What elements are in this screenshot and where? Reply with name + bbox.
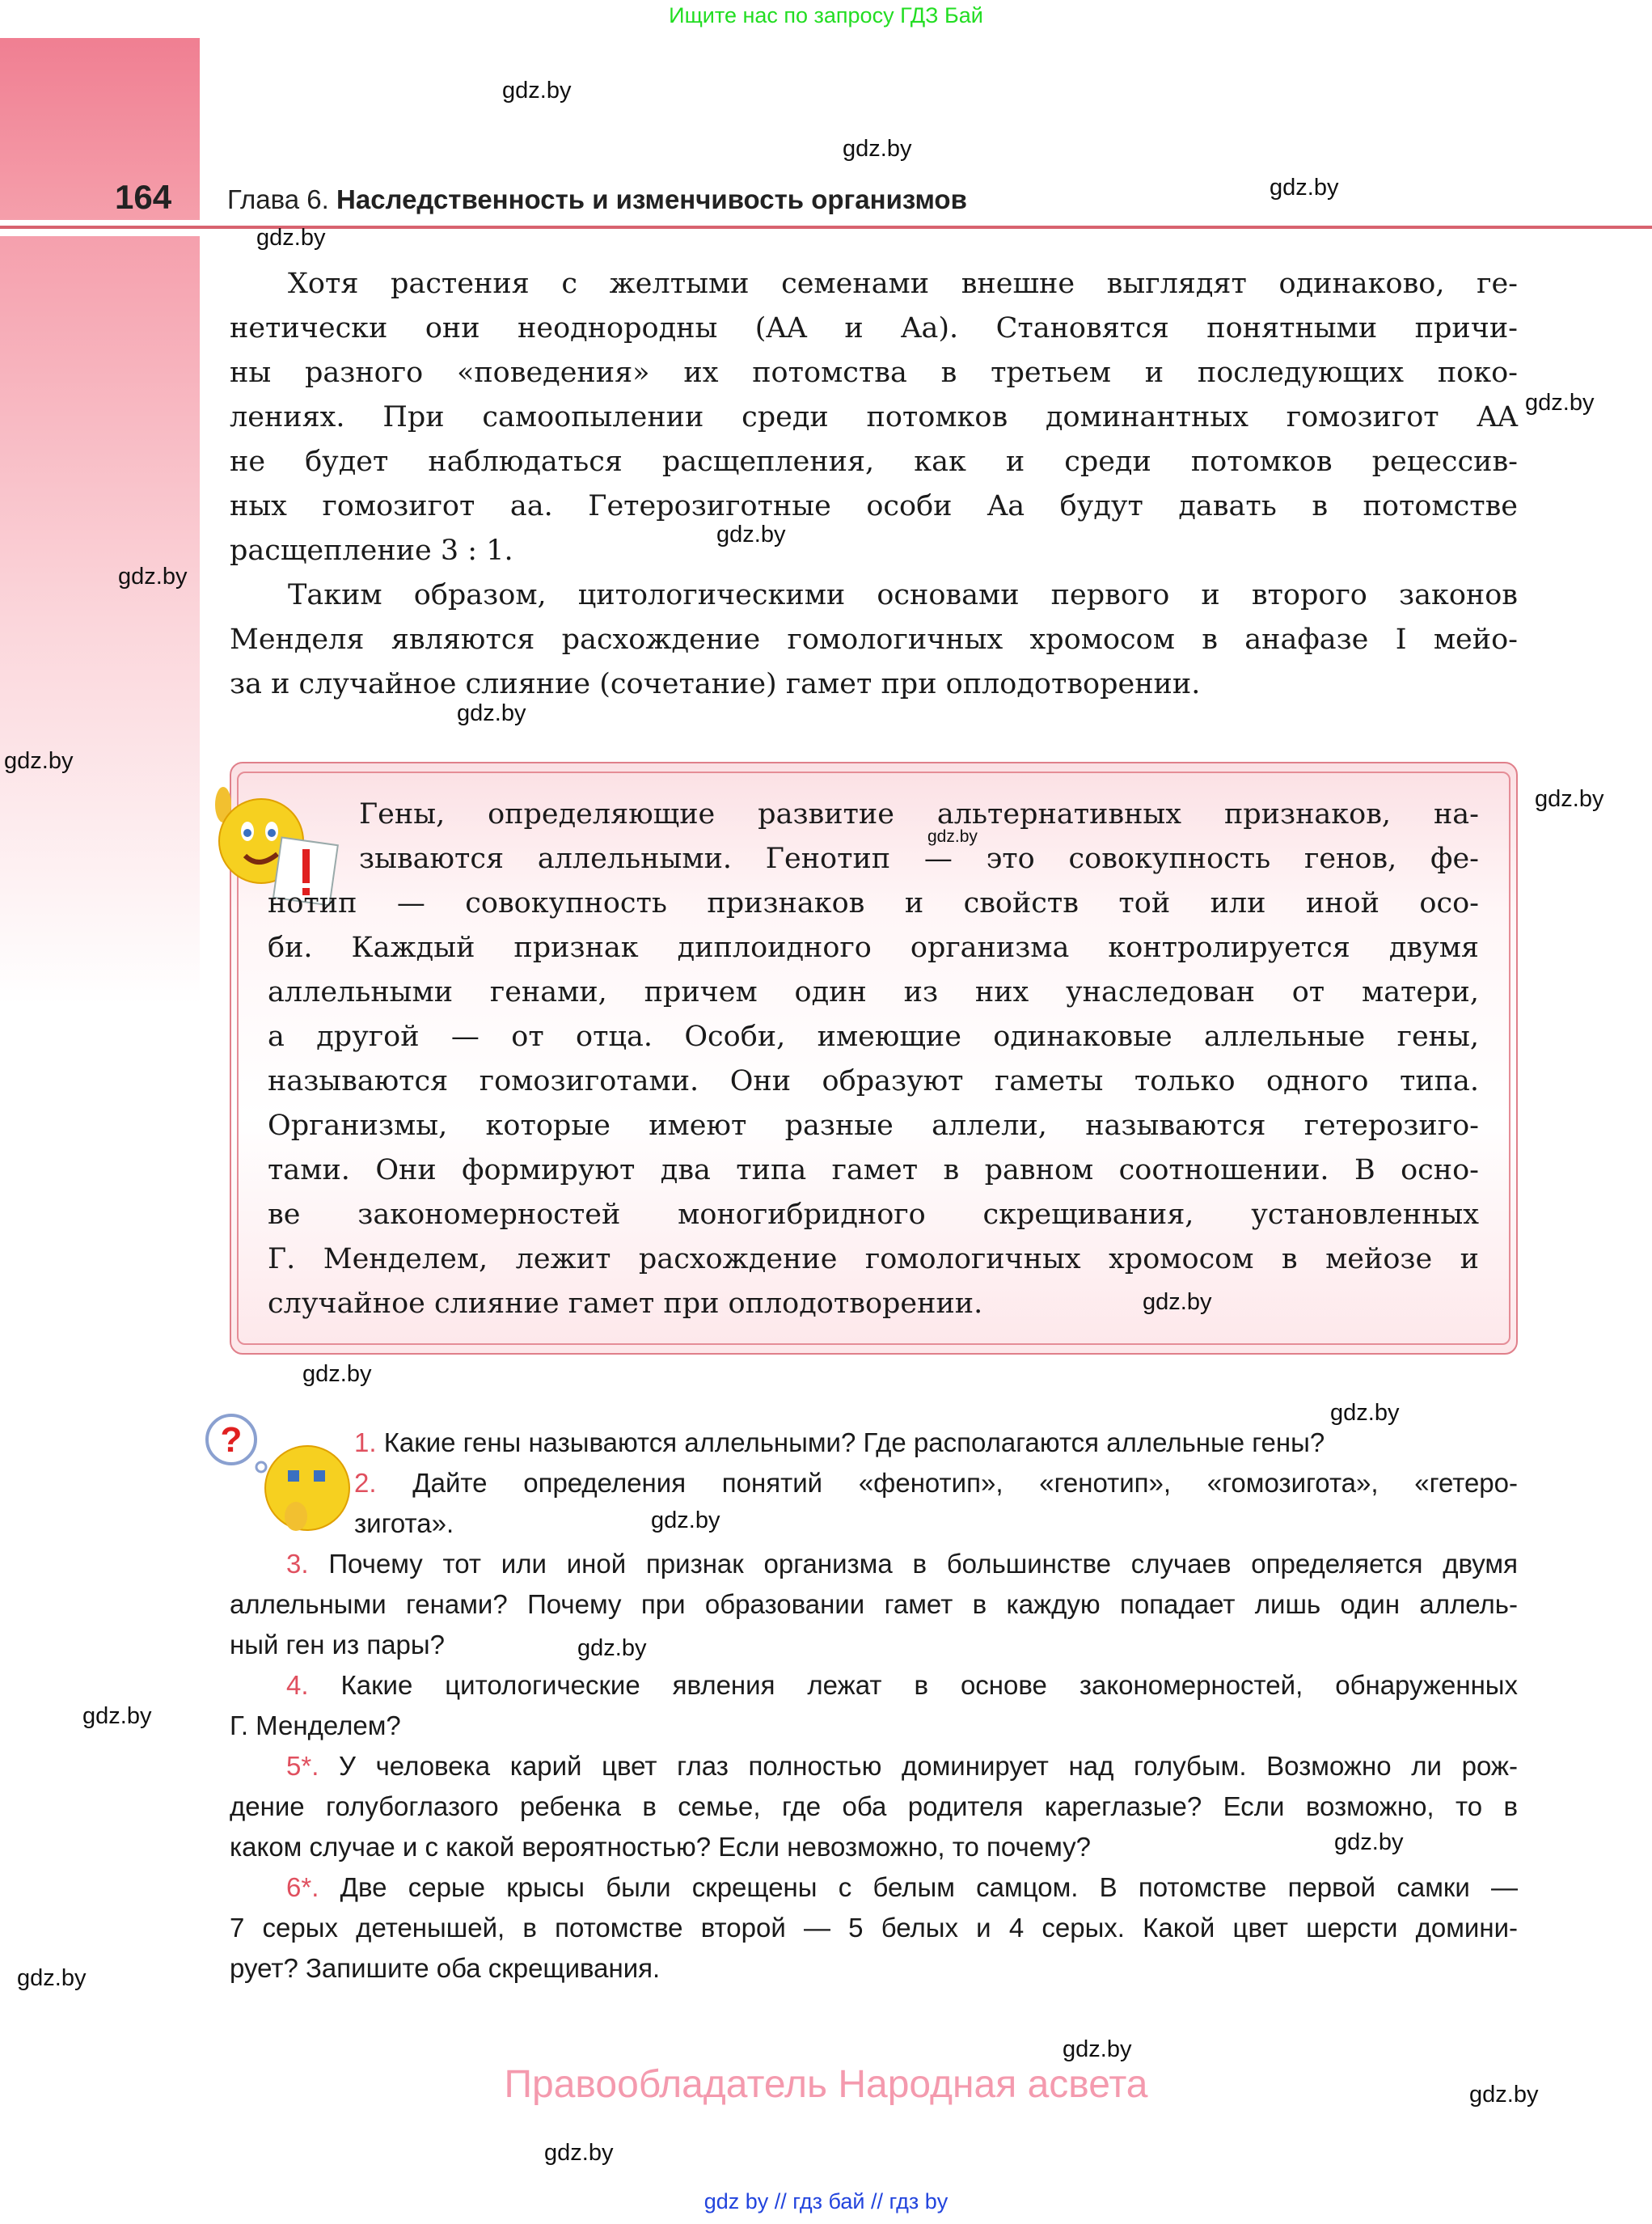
rule-box-line: аллельными генами, причем один из них унаследован от матери, bbox=[268, 976, 1479, 1008]
chapter-title bbox=[227, 184, 967, 215]
page-number: 164 bbox=[115, 178, 172, 216]
question-text: Дайте определения понятий «фенотип», «генотип», «гомозигота», «гетеро- bbox=[412, 1468, 1518, 1498]
question-text: Какие цитологические явления лежат в основе закономерностей, обнаруженных bbox=[340, 1670, 1519, 1700]
question-number: 4. bbox=[286, 1670, 309, 1700]
rule-box-line: Гены, определяющие развитие альтернативных признаков, на- bbox=[359, 798, 1479, 831]
body-line: Хотя растения с желтыми семенами внешне выглядят одинаково, ге- bbox=[288, 268, 1518, 300]
question-text: 7 серых детенышей, в потомстве второй — 5 белых и 4 серых. Какой цвет шерсти домини- bbox=[230, 1913, 1518, 1943]
watermark-text: gdz.by bbox=[1334, 1829, 1404, 1855]
watermark-text: gdz.by bbox=[1143, 1289, 1212, 1315]
question-text: У человека карий цвет глаз полностью доминирует над голубым. Возможно ли рож- bbox=[339, 1751, 1518, 1781]
body-line: нетически они неоднородны (AA и Aa). Становятся понятными причи- bbox=[230, 312, 1518, 345]
question-line bbox=[230, 1867, 1518, 1908]
question-line bbox=[230, 1625, 1518, 1665]
rule-box-line: зываются аллельными. Генотип — это совокупность генов, фе- bbox=[359, 843, 1479, 875]
body-line: Таким образом, цитологическими основами первого и второго законов bbox=[288, 579, 1518, 611]
question-line bbox=[230, 1706, 1518, 1746]
question-text: Две серые крысы были скрещены с белым самцом. В потомстве первой самки — bbox=[340, 1872, 1518, 1902]
question-text: Какие гены называются аллельными? Где располагаются аллельные гены? bbox=[383, 1427, 1325, 1457]
question-line bbox=[230, 1584, 1518, 1625]
rule-box-line: Г. Менделем, лежит расхождение гомологичных хромосом в мейозе и bbox=[268, 1243, 1479, 1275]
watermark-text: gdz.by bbox=[4, 748, 74, 774]
question-text: Почему тот или иной признак организма в большинстве случаев определяется двумя bbox=[328, 1549, 1518, 1579]
question-line bbox=[230, 1665, 1518, 1706]
header-divider bbox=[0, 226, 1652, 229]
question-number: 2. bbox=[354, 1468, 377, 1498]
body-line: расщепление 3 : 1. bbox=[230, 535, 513, 567]
rule-box-line: Организмы, которые имеют разные аллели, называются гетерозиго- bbox=[268, 1110, 1479, 1142]
rule-box-line: би. Каждый признак диплоидного организма контролируется двумя bbox=[268, 932, 1479, 964]
watermark-text: gdz.by bbox=[82, 1703, 152, 1729]
watermark-text: gdz.by bbox=[1525, 390, 1595, 416]
question-line bbox=[230, 1544, 1518, 1584]
question-line bbox=[230, 1423, 1518, 1463]
question-number: 5*. bbox=[286, 1751, 319, 1781]
question-number: 1. bbox=[354, 1427, 377, 1457]
question-number: 6*. bbox=[286, 1872, 319, 1902]
copyright-holder: Правообладатель Народная асвета bbox=[504, 2063, 1148, 2106]
body-line: Менделя являются расхождение гомологичных хромосом в анафазе I мейо- bbox=[230, 624, 1518, 656]
question-text: рует? Запишите оба скрещивания. bbox=[230, 1953, 661, 1983]
rule-box-line: ве закономерностей моногибридного скрещивания, установленных bbox=[268, 1199, 1479, 1231]
watermark-text: gdz.by bbox=[716, 522, 786, 548]
question-text: зигота». bbox=[354, 1508, 454, 1538]
question-text: каком случае и с какой вероятностью? Если невозможно, то почему? bbox=[230, 1832, 1091, 1862]
watermark-text: gdz.by bbox=[843, 136, 912, 162]
watermark-text: gdz.by bbox=[1535, 786, 1604, 812]
question-line bbox=[230, 1746, 1518, 1786]
rule-box-line: случайное слияние гамет при оплодотворении. bbox=[268, 1287, 983, 1320]
watermark-text: gdz.by bbox=[927, 827, 978, 846]
watermark-text: gdz.by bbox=[118, 564, 188, 590]
watermark-text: gdz.by bbox=[457, 700, 526, 726]
rule-box-line: а другой — от отца. Особи, имеющие одинаковые аллельные гены, bbox=[268, 1021, 1479, 1053]
question-text: Г. Менделем? bbox=[230, 1710, 401, 1740]
watermark-text: gdz.by bbox=[1270, 175, 1339, 201]
watermark-text: gdz.by bbox=[17, 1965, 87, 1991]
body-text bbox=[230, 262, 1518, 707]
question-text: аллельными генами? Почему при образовании гамет в каждую попадает лишь один аллель- bbox=[230, 1589, 1518, 1619]
footer-links[interactable]: gdz by // гдз бай // гдз by bbox=[703, 2189, 949, 2213]
question-line bbox=[230, 1948, 1518, 1989]
question-line bbox=[230, 1908, 1518, 1948]
question-line bbox=[230, 1463, 1518, 1503]
rule-box-line: тами. Они формируют два типа гамет в равном соотношении. В осно- bbox=[268, 1154, 1479, 1186]
body-line: не будет наблюдаться расщепления, как и среди потомков рецессив- bbox=[230, 446, 1518, 478]
rule-box-line: называются гомозиготами. Они образуют гаметы только одного типа. bbox=[268, 1065, 1479, 1097]
watermark-text: gdz.by bbox=[577, 1635, 647, 1661]
watermark-text: gdz.by bbox=[502, 78, 572, 104]
question-number: 3. bbox=[286, 1549, 309, 1579]
body-line: ны разного «поведения» их потомства в третьем и последующих поко- bbox=[230, 357, 1518, 389]
watermark-text: gdz.by bbox=[256, 225, 326, 251]
watermark-text: gdz.by bbox=[1469, 2082, 1539, 2108]
question-line bbox=[230, 1827, 1518, 1867]
watermark-text: gdz.by bbox=[544, 2140, 614, 2166]
chapter-label: Глава 6. bbox=[227, 184, 329, 214]
watermark-text: gdz.by bbox=[302, 1361, 372, 1387]
body-line: лениях. При самоопылении среди потомков доминантных гомозигот AA bbox=[230, 401, 1518, 433]
rule-box-line: нотип — совокупность признаков и свойств той или иной осо- bbox=[268, 887, 1479, 920]
question-text: дение голубоглазого ребенка в семье, где оба родителя кареглазые? Если возможно, то в bbox=[230, 1791, 1518, 1821]
question-line bbox=[230, 1786, 1518, 1827]
chapter-name: Наследственность и изменчивость организмов bbox=[336, 184, 967, 214]
body-line: ных гомозигот aa. Гетерозиготные особи Aa будут давать в потомстве bbox=[230, 490, 1518, 522]
question-line bbox=[230, 1503, 1518, 1544]
watermark-text: gdz.by bbox=[651, 1507, 720, 1533]
svg-text:?: ? bbox=[220, 1420, 243, 1460]
search-banner: Ищите нас по запросу ГДЗ Бай bbox=[669, 3, 983, 27]
margin-strip bbox=[0, 236, 200, 1004]
watermark-text: gdz.by bbox=[1330, 1400, 1400, 1426]
watermark-text: gdz.by bbox=[1063, 2036, 1132, 2062]
body-line: за и случайное слияние (сочетание) гамет при оплодотворении. bbox=[230, 668, 1201, 700]
question-text: ный ген из пары? bbox=[230, 1630, 445, 1660]
rule-box-text bbox=[268, 793, 1479, 1326]
questions-list bbox=[230, 1423, 1518, 1989]
